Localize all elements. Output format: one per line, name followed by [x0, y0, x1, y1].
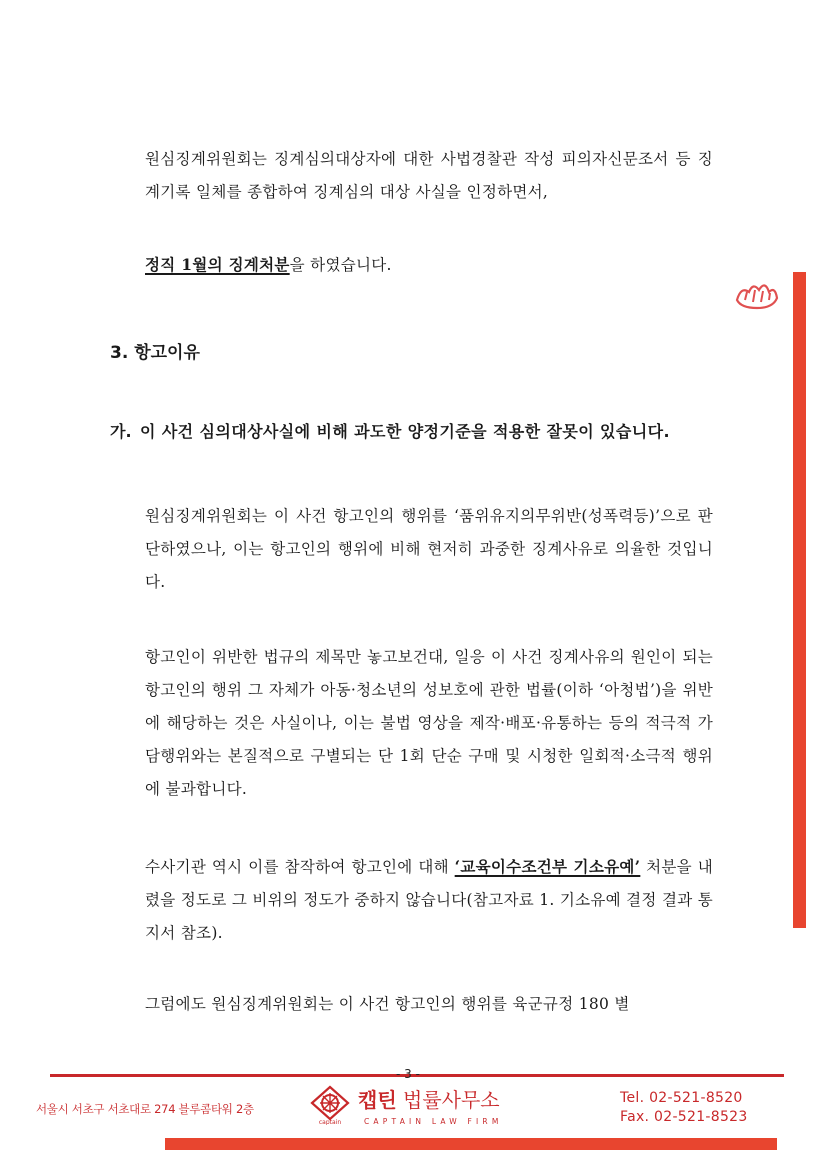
paragraph-5-end: 처분을 내렸을 정도로 그 비위의 정도가 중하지 않습니다(참고자료 1. 기소유예 결정 결과 통지서 참조).	[145, 858, 714, 942]
subsection-text: 이 사건 심의대상사실에 비해 과도한 양정기준을 적용한 잘못이 있습니다.	[140, 422, 670, 441]
paragraph-2-rest: 을 하였습니다.	[289, 256, 392, 274]
seal-stamp-icon	[733, 278, 781, 312]
section-title: 3. 항고이유	[110, 343, 200, 363]
footer-accent-bar	[165, 1138, 777, 1150]
logo-caption: captain	[318, 1119, 342, 1125]
subsection-heading	[110, 418, 715, 446]
firm-name-secondary: 법률사무소	[396, 1088, 500, 1112]
telephone-number: Tel. 02-521-8520	[620, 1090, 743, 1106]
emphasis-disciplinary-action: 정직 1월의 징계처분	[145, 255, 290, 274]
paragraph-5-start: 수사기관 역시 이를 참작하여 항고인에 대해	[145, 858, 455, 876]
paragraph-6: 그럼에도 원심징계위원회는 이 사건 항고인의 행위를 육군규정 180 별	[145, 995, 630, 1013]
firm-name-english: CAPTAIN LAW FIRM	[364, 1117, 503, 1126]
fax-number: Fax. 02-521-8523	[620, 1109, 748, 1125]
firm-name-primary: 캡틴	[358, 1088, 397, 1112]
paragraph-1: 원심징계위원회는 징계심의대상자에 대한 사법경찰관 작성 피의자신문조서 등 징계기록 일체를 종합하여 징계심의 대상 사실을 인정하면서,	[145, 150, 713, 201]
subsection-label: 가.	[110, 422, 132, 441]
emphasis-suspended-indictment: ‘교육이수조건부 기소유예’	[454, 857, 641, 876]
page-number: - 3 -	[396, 1067, 420, 1081]
captain-wheel-logo-icon	[306, 1083, 354, 1125]
side-accent-bar	[793, 272, 806, 928]
paragraph-2	[145, 248, 713, 282]
paragraph-3: 원심징계위원회는 이 사건 항고인의 행위를 ‘품위유지의무위반(성폭력등)’으로 판단하였으나, 이는 항고인의 행위에 비해 현저히 과중한 징계사유로 의율한 것입니다.	[145, 507, 713, 591]
firm-name	[358, 1084, 500, 1113]
firm-address: 서울시 서초구 서초대로 274 블루콤타워 2층	[36, 1102, 254, 1116]
paragraph-4: 항고인이 위반한 법규의 제목만 놓고보건대, 일응 이 사건 징계사유의 원인이 되는 항고인의 행위 그 자체가 아동·청소년의 성보호에 관한 법률(이하 ‘아청법’)을 위반에 해당하는 것은 사실이나, 이는 불법 영상을 제작·배포·유통하는 등의 적극적 가담행위와는 본질적으로 구별되는 단 1회 단순 구매 및 시청한 일회적·소극적 행위에 불과합니다.	[145, 648, 713, 798]
paragraph-5	[145, 850, 713, 950]
